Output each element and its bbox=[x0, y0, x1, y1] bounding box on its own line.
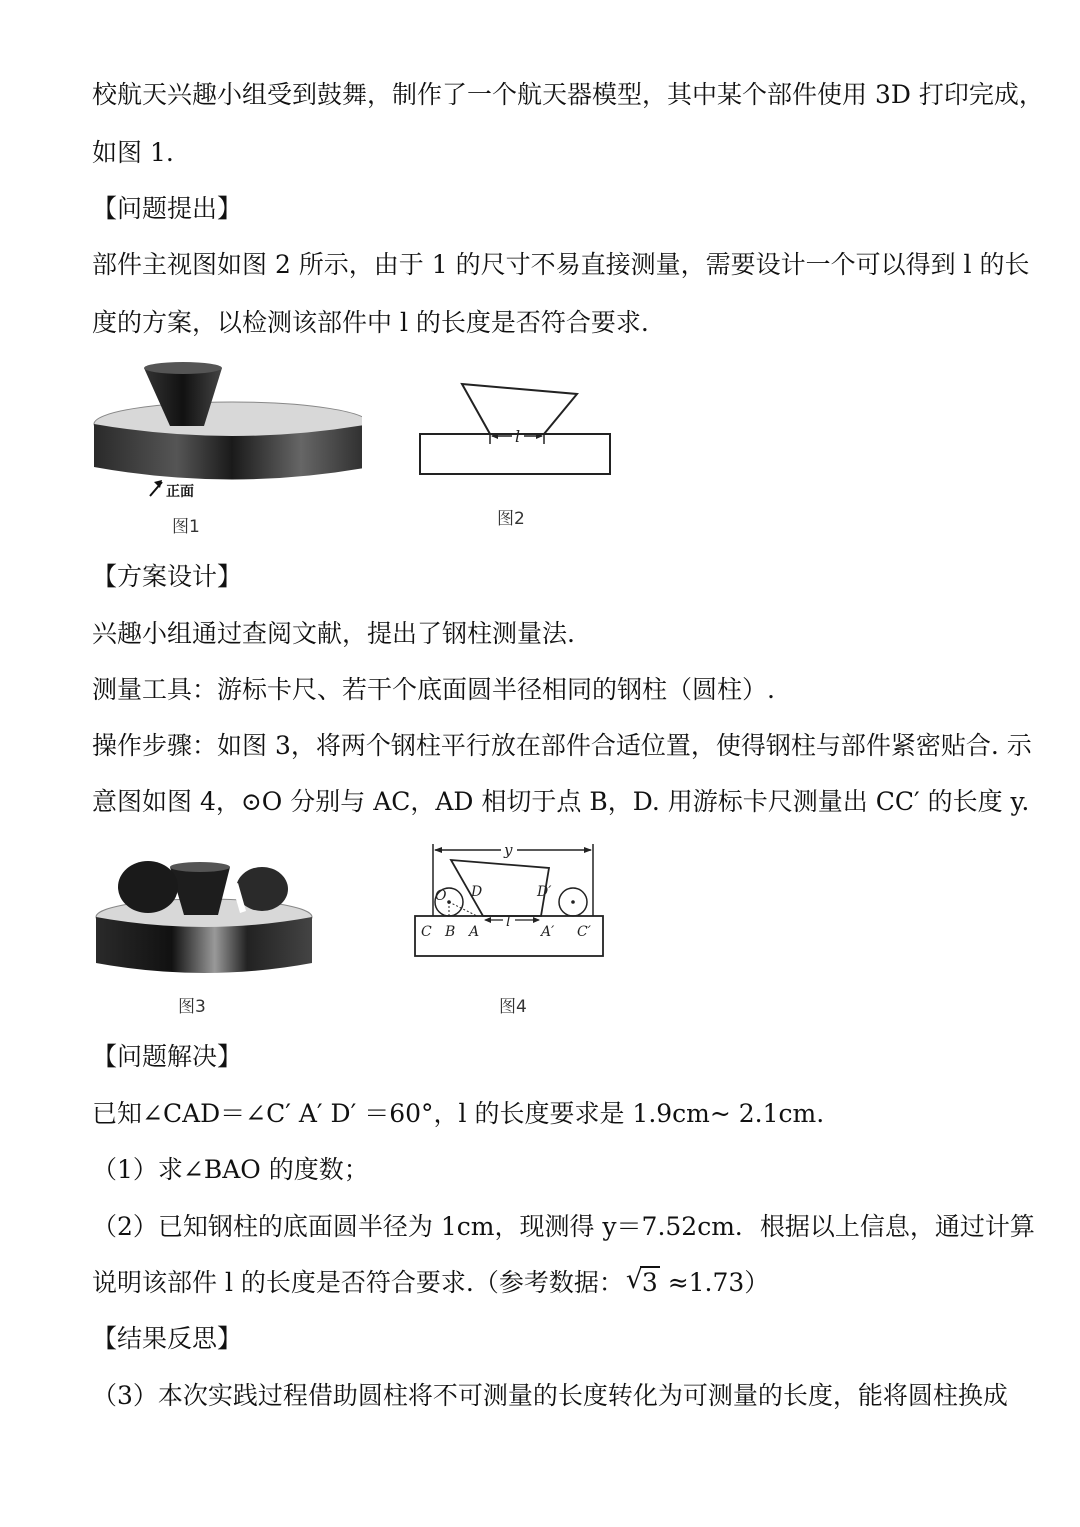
design-line-2: 测量工具：游标卡尺、若干个底面圆半径相同的钢柱（圆柱）. bbox=[92, 675, 775, 704]
question-2-line-2 bbox=[92, 1266, 1022, 1300]
question-2-line-1: （2）已知钢柱的底面圆半径为 1cm，现测得 y＝7.52cm．根据以上信息，通过计算 bbox=[92, 1212, 1035, 1241]
heading-solve: 【问题解决】 bbox=[92, 1042, 243, 1071]
fig4-y-label: y bbox=[504, 841, 513, 859]
fig4-O-label: O bbox=[435, 888, 447, 904]
design-line-1: 兴趣小组通过查阅文献，提出了钢柱测量法. bbox=[92, 619, 575, 648]
figure-2-caption: 图2 bbox=[497, 509, 525, 529]
figure-3-caption: 图3 bbox=[178, 997, 206, 1017]
figure-1-photo bbox=[92, 362, 362, 532]
sqrt-radicand: 3 bbox=[641, 1268, 658, 1297]
fig4-C-label: C bbox=[421, 924, 432, 940]
intro-line-2: 如图 1. bbox=[92, 138, 174, 167]
fig4-Cprime-label: C′ bbox=[577, 924, 591, 940]
fig4-D-label: D bbox=[471, 884, 483, 900]
figure-4-diagram bbox=[405, 838, 615, 963]
question-3: （3）本次实践过程借助圆柱将不可测量的长度转化为可测量的长度，能将圆柱换成 bbox=[92, 1381, 1008, 1410]
solve-given: 已知∠CAD＝∠C′ A′ D′ ＝60°，l 的长度要求是 1.9cm~ 2.1cm. bbox=[92, 1099, 825, 1128]
heading-problem: 【问题提出】 bbox=[92, 194, 243, 223]
fig1-front-label: 正面 bbox=[166, 484, 194, 500]
question-2-line-2-text: 说明该部件 l 的长度是否符合要求.（参考数据： bbox=[92, 1268, 624, 1297]
question-1: （1）求∠BAO 的度数； bbox=[92, 1155, 369, 1184]
intro-line-1: 校航天兴趣小组受到鼓舞，制作了一个航天器模型，其中某个部件使用 3D 打印完成， bbox=[92, 80, 1044, 109]
fig4-Dprime-label: D′ bbox=[537, 884, 552, 900]
fig4-A-label: A bbox=[469, 924, 480, 940]
design-line-3: 操作步骤：如图 3，将两个钢柱平行放在部件合适位置，使得钢柱与部件紧密贴合. 示 bbox=[92, 731, 1032, 760]
design-line-4: 意图如图 4，⊙O 分别与 AC，AD 相切于点 B，D. 用游标卡尺测量出 CC′ 的长度 y. bbox=[92, 787, 1030, 816]
sqrt-symbol: √ 3 bbox=[625, 1264, 658, 1297]
fig4-B-label: B bbox=[445, 924, 456, 940]
question-2-line-2-end: ≈1.73） bbox=[659, 1268, 770, 1297]
heading-design: 【方案设计】 bbox=[92, 562, 243, 591]
heading-reflect: 【结果反思】 bbox=[92, 1324, 243, 1353]
figure-1-caption: 图1 bbox=[172, 517, 200, 537]
fig4-l-label: l bbox=[506, 914, 511, 930]
figure-3-photo bbox=[92, 845, 317, 990]
figure-2-diagram bbox=[412, 372, 622, 492]
problem-line-1: 部件主视图如图 2 所示，由于 1 的尺寸不易直接测量，需要设计一个可以得到 l 的长 bbox=[92, 250, 1030, 279]
fig2-l-label: l bbox=[515, 427, 521, 446]
fig4-Aprime-label: A′ bbox=[541, 924, 555, 940]
problem-line-2: 度的方案，以检测该部件中 l 的长度是否符合要求. bbox=[92, 308, 649, 337]
figure-4-caption: 图4 bbox=[499, 997, 527, 1017]
